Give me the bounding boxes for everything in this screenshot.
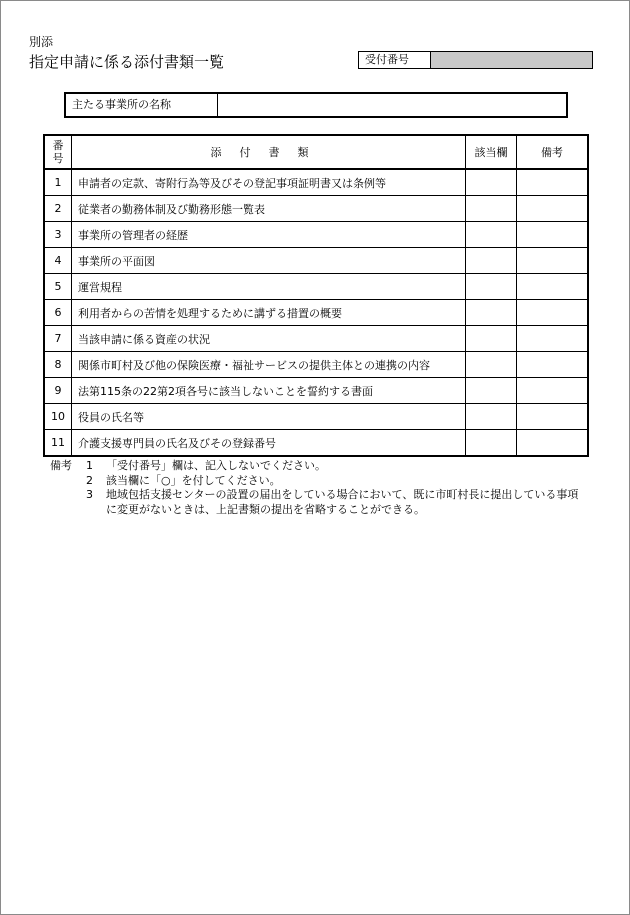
row-document [72, 248, 466, 274]
note-number: 1 [86, 459, 93, 472]
notes-heading: 備考 [50, 459, 72, 472]
receipt-number-field[interactable] [431, 52, 592, 68]
attachment-label: 別添 [29, 35, 54, 49]
row-document-text: 申請者の定款、寄附行為等及びその登記事項証明書又は条例等 [78, 176, 386, 190]
table-row [44, 378, 588, 404]
col-applicable-header: 該当欄 [466, 135, 517, 169]
row-document [72, 404, 466, 430]
row-document [72, 430, 466, 457]
table-row [44, 300, 588, 326]
row-document-text: 従業者の勤務体制及び勤務形態一覧表 [78, 202, 265, 216]
note-text: 地域包括支援センターの設置の届出をしている場合において、既に市町村長に提出している事項に変更がないときは、上記書類の提出を省略することができる。 [106, 488, 579, 516]
row-remarks-cell[interactable] [517, 274, 589, 300]
table-row [44, 404, 588, 430]
row-number: 6 [44, 300, 72, 326]
col-number-header-line1: 番 [52, 139, 64, 152]
table-row [44, 274, 588, 300]
row-document [72, 326, 466, 352]
row-document-text: 利用者からの苦情を処理するために講ずる措置の概要 [78, 306, 342, 320]
row-document-text: 介護支援専門員の氏名及びその登録番号 [78, 436, 276, 450]
row-document-text: 運営規程 [78, 280, 122, 294]
row-applicable-cell[interactable] [466, 430, 517, 457]
row-remarks-cell[interactable] [517, 430, 589, 457]
page-title: 指定申請に係る添付書類一覧 [29, 53, 225, 71]
row-remarks-cell[interactable] [517, 300, 589, 326]
table-row [44, 430, 588, 457]
row-remarks-cell[interactable] [517, 222, 589, 248]
col-document-header: 添付書類 [72, 135, 466, 169]
col-remarks-header: 備考 [517, 135, 589, 169]
row-applicable-cell[interactable] [466, 196, 517, 222]
row-number: 5 [44, 274, 72, 300]
table-row [44, 196, 588, 222]
row-document [72, 378, 466, 404]
note-text: 該当欄に「○」を付してください。 [106, 473, 281, 487]
row-document-text: 関係市町村及び他の保険医療・福祉サービスの提供主体との連携の内容 [78, 358, 430, 372]
row-number: 3 [44, 222, 72, 248]
row-document [72, 300, 466, 326]
office-name-label: 主たる事業所の名称 [66, 94, 218, 116]
office-name-box [64, 92, 568, 118]
receipt-number-label: 受付番号 [359, 52, 431, 68]
row-applicable-cell[interactable] [466, 300, 517, 326]
table-header-row [44, 135, 588, 169]
row-remarks-cell[interactable] [517, 352, 589, 378]
row-document [72, 352, 466, 378]
row-number: 8 [44, 352, 72, 378]
row-document-text: 法第115条の22第2項各号に該当しないことを誓約する書面 [78, 384, 373, 398]
row-applicable-cell[interactable] [466, 352, 517, 378]
table-row [44, 352, 588, 378]
row-number: 4 [44, 248, 72, 274]
table-row [44, 326, 588, 352]
receipt-number-box [358, 51, 593, 69]
notes-section [50, 459, 586, 517]
row-remarks-cell[interactable] [517, 378, 589, 404]
table-row [44, 248, 588, 274]
row-remarks-cell[interactable] [517, 404, 589, 430]
col-number-header [44, 135, 72, 169]
note-number: 3 [86, 488, 93, 501]
documents-table [43, 134, 589, 457]
row-applicable-cell[interactable] [466, 404, 517, 430]
row-number: 10 [44, 404, 72, 430]
table-row [44, 222, 588, 248]
row-document-text: 事業所の平面図 [78, 254, 155, 268]
table-body [44, 169, 588, 456]
row-document [72, 274, 466, 300]
row-number: 11 [44, 430, 72, 457]
row-applicable-cell[interactable] [466, 326, 517, 352]
row-applicable-cell[interactable] [466, 248, 517, 274]
row-document-text: 役員の氏名等 [78, 410, 144, 424]
row-number: 2 [44, 196, 72, 222]
row-applicable-cell[interactable] [466, 378, 517, 404]
note-number: 2 [86, 473, 93, 487]
note-text: 「受付番号」欄は、記入しないでください。 [106, 459, 326, 472]
row-document-text: 事業所の管理者の経歴 [78, 228, 188, 242]
row-remarks-cell[interactable] [517, 248, 589, 274]
row-document [72, 196, 466, 222]
office-name-field[interactable] [218, 94, 566, 116]
col-number-header-line2: 号 [52, 152, 64, 165]
row-number: 7 [44, 326, 72, 352]
table-row [44, 169, 588, 196]
row-remarks-cell[interactable] [517, 169, 589, 196]
row-applicable-cell[interactable] [466, 169, 517, 196]
row-remarks-cell[interactable] [517, 196, 589, 222]
row-document-text: 当該申請に係る資産の状況 [78, 332, 210, 346]
row-remarks-cell[interactable] [517, 326, 589, 352]
row-applicable-cell[interactable] [466, 274, 517, 300]
row-number: 1 [44, 169, 72, 196]
row-applicable-cell[interactable] [466, 222, 517, 248]
row-document [72, 169, 466, 196]
row-document [72, 222, 466, 248]
row-number: 9 [44, 378, 72, 404]
